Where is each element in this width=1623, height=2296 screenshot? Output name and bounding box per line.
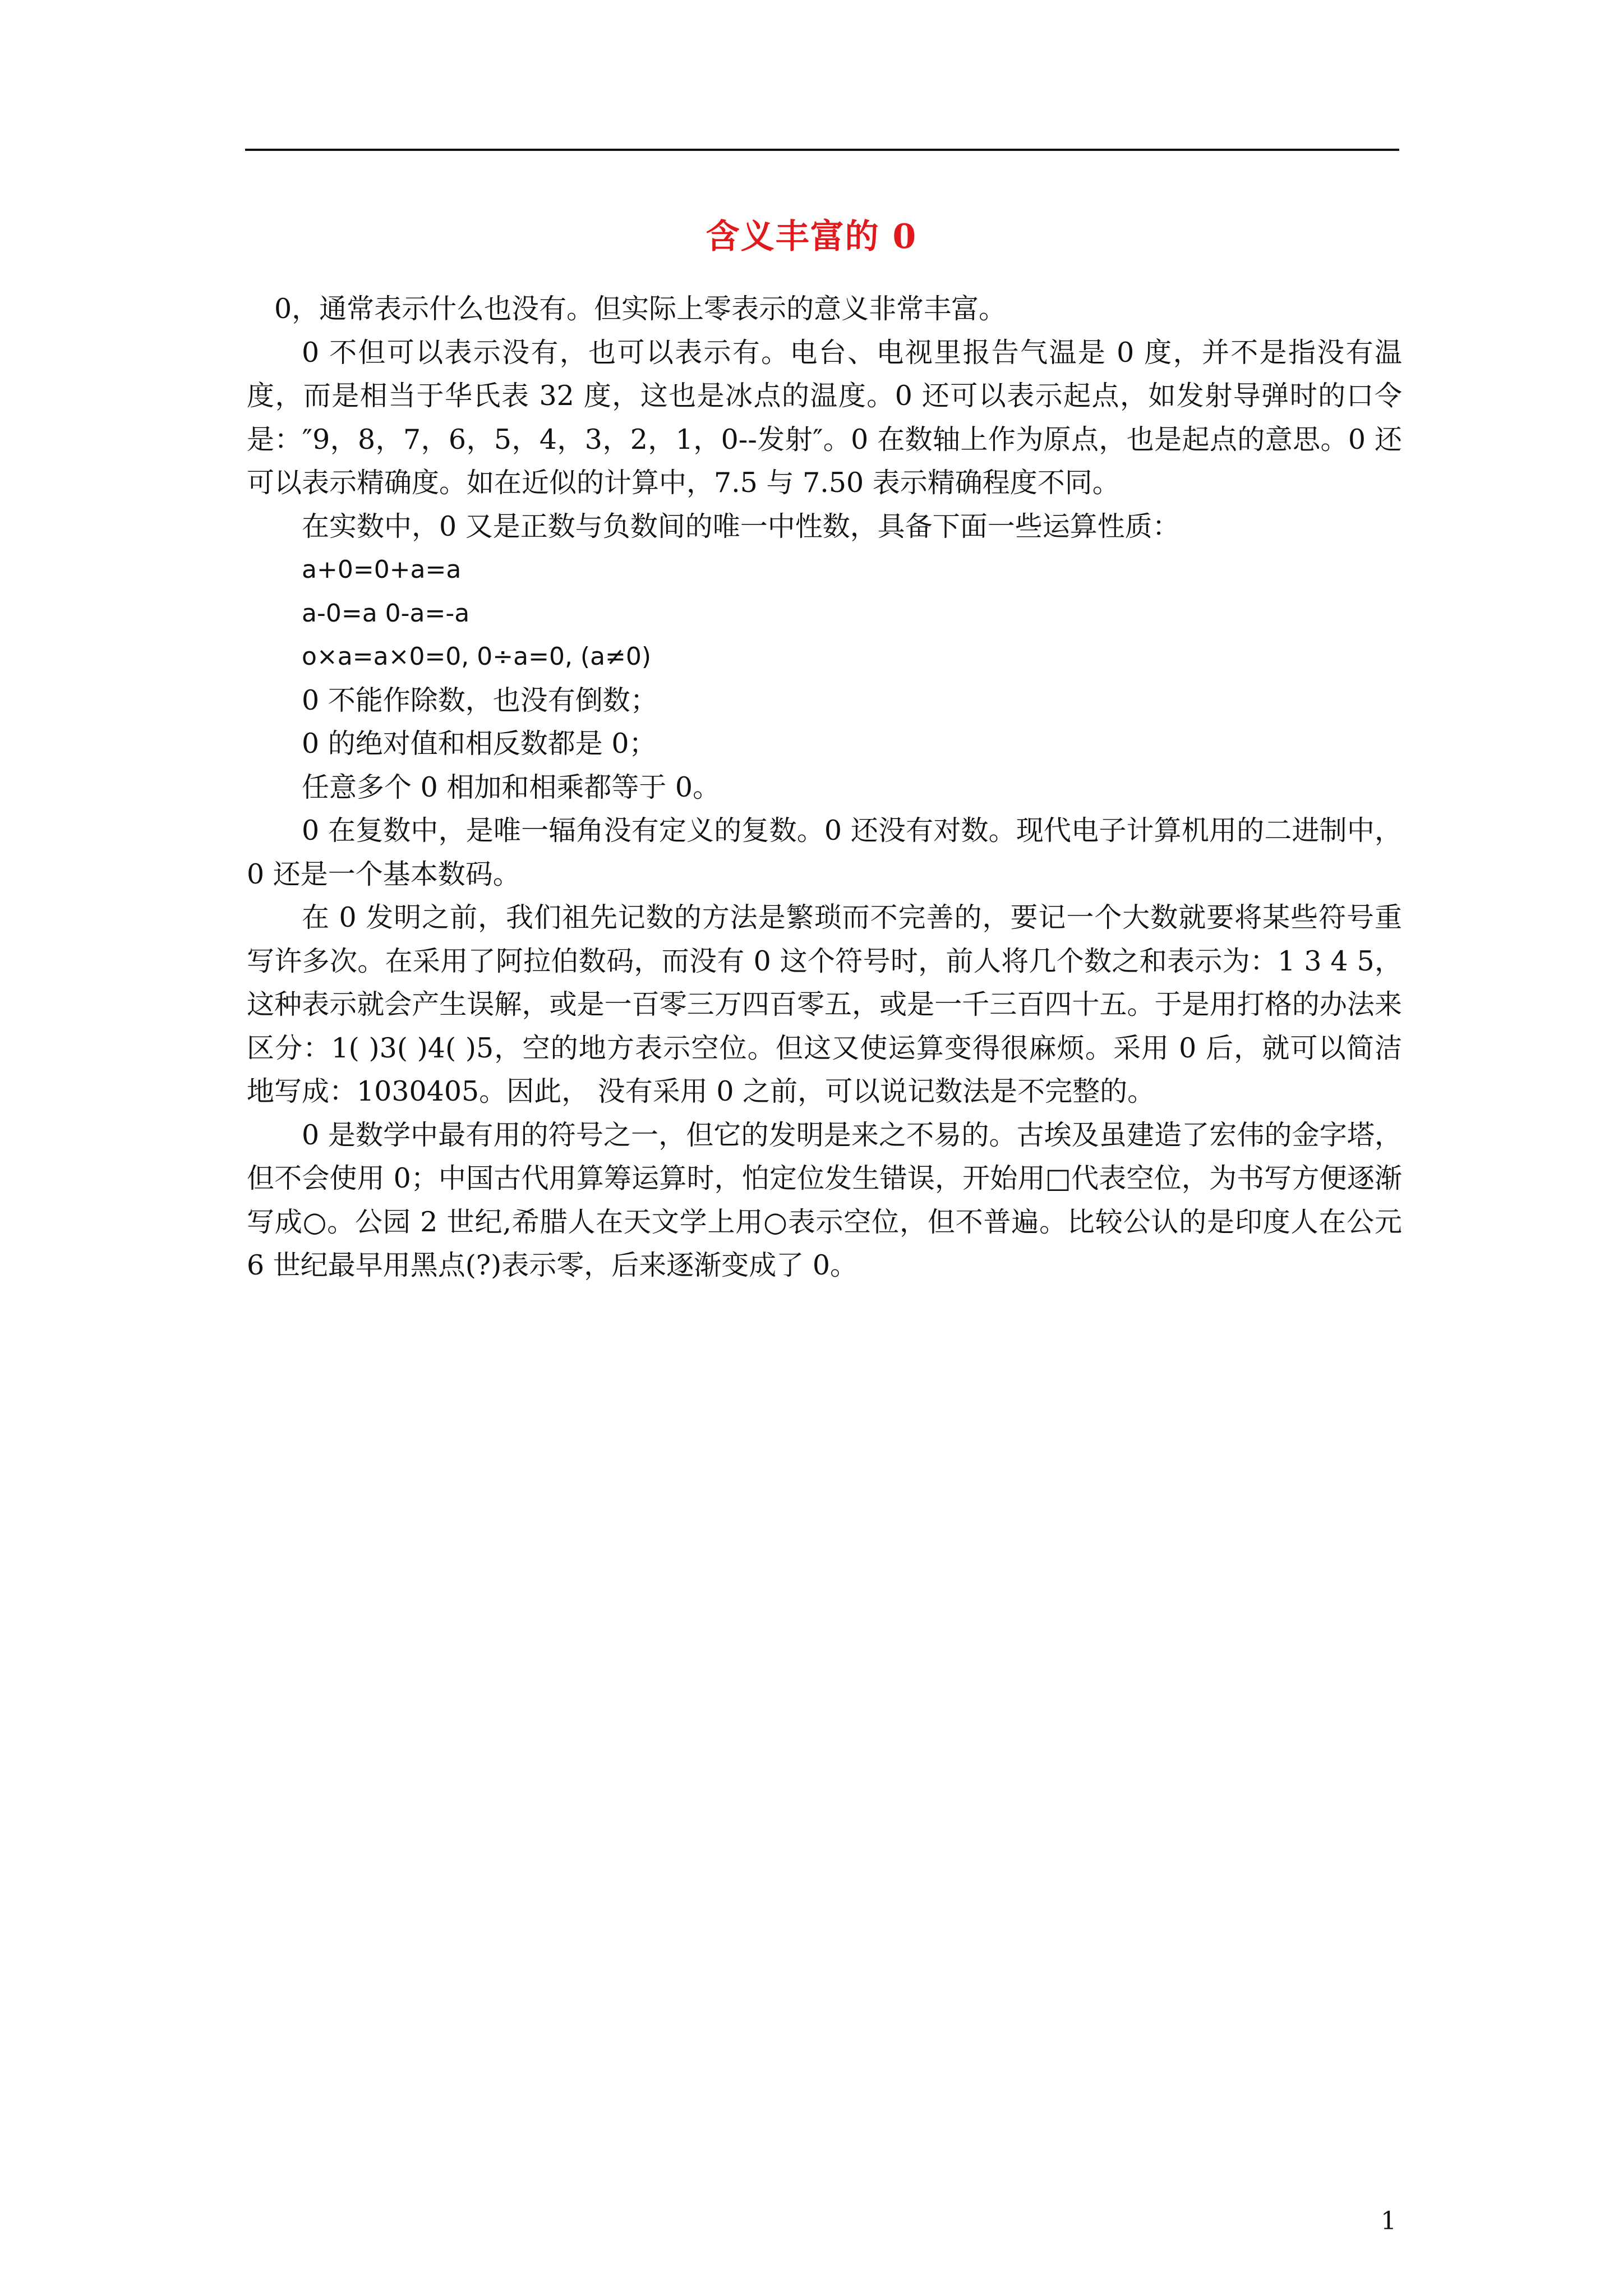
paragraph-meanings: 0 不但可以表示没有，也可以表示有。电台、电视里报告气温是 0 度，并不是指没有温度，而是相当于华氏表 32 度，这也是冰点的温度。0 还可以表示起点，如发射导弹时的口令是：″9，8，7，6，5，4，3，2，1，0--发射″。0 在数轴上作为原点，也是起点的意思。0 还可以表示精确度。如在近似的计算中，7.5 与 7.50 表示精确程度不同。 bbox=[247, 336, 1402, 499]
formula-subtraction: a-0=a 0-a=-a bbox=[302, 599, 470, 628]
paragraph-absolute-value: 0 的绝对值和相反数都是 0； bbox=[302, 728, 657, 760]
header-rule bbox=[245, 149, 1399, 151]
paragraph-history-notation: 在 0 发明之前，我们祖先记数的方法是繁琐而不完善的，要记一个大数就要将某些符号重写许多次。在采用了阿拉伯数码，而没有 0 这个符号时，前人将几个数之和表示为：1 3 4 5，这种表示就会产生误解，或是一百零三万四百零五，或是一千三百四十五。于是用打格的办法来区分：1( )3( )4( )5，空的地方表示空位。但这又使运算变得很麻烦。采用 0 后，就可以简洁地写成：1030405。因此， 没有采用 0 之前，可以说记数法是不完整的。 bbox=[247, 901, 1402, 1107]
document-body bbox=[247, 287, 1402, 1287]
paragraph-real-numbers: 在实数中，0 又是正数与负数间的唯一中性数，具备下面一些运算性质： bbox=[302, 510, 1180, 542]
paragraph-sum-product: 任意多个 0 相加和相乘都等于 0。 bbox=[302, 771, 721, 803]
formula-addition: a+0=0+a=a bbox=[302, 555, 462, 584]
document-title: 含义丰富的 0 bbox=[706, 217, 917, 256]
paragraph-history-invention: 0 是数学中最有用的符号之一，但它的发明是来之不易的。古埃及虽建造了宏伟的金字塔，但不会使用 0；中国古代用算筹运算时，怕定位发生错误，开始用□代表空位，为书写方便逐渐写成○。公园 2 世纪,希腊人在天文学上用○表示空位，但不普遍。比较公认的是印度人在公元 6 世纪最早用黑点(?)表示零，后来逐渐变成了 0。 bbox=[247, 1119, 1402, 1281]
paragraph-no-divisor: 0 不能作除数，也没有倒数； bbox=[302, 684, 658, 716]
paragraph-complex: 0 在复数中，是唯一辐角没有定义的复数。0 还没有对数。现代电子计算机用的二进制中，0 还是一个基本数码。 bbox=[247, 815, 1402, 890]
page-number: 1 bbox=[1381, 2207, 1396, 2235]
paragraph-intro: 0，通常表示什么也没有。但实际上零表示的意义非常丰富。 bbox=[274, 293, 1007, 325]
formula-multiplication-division: o×a=a×0=0, 0÷a=0, (a≠0) bbox=[302, 642, 652, 671]
